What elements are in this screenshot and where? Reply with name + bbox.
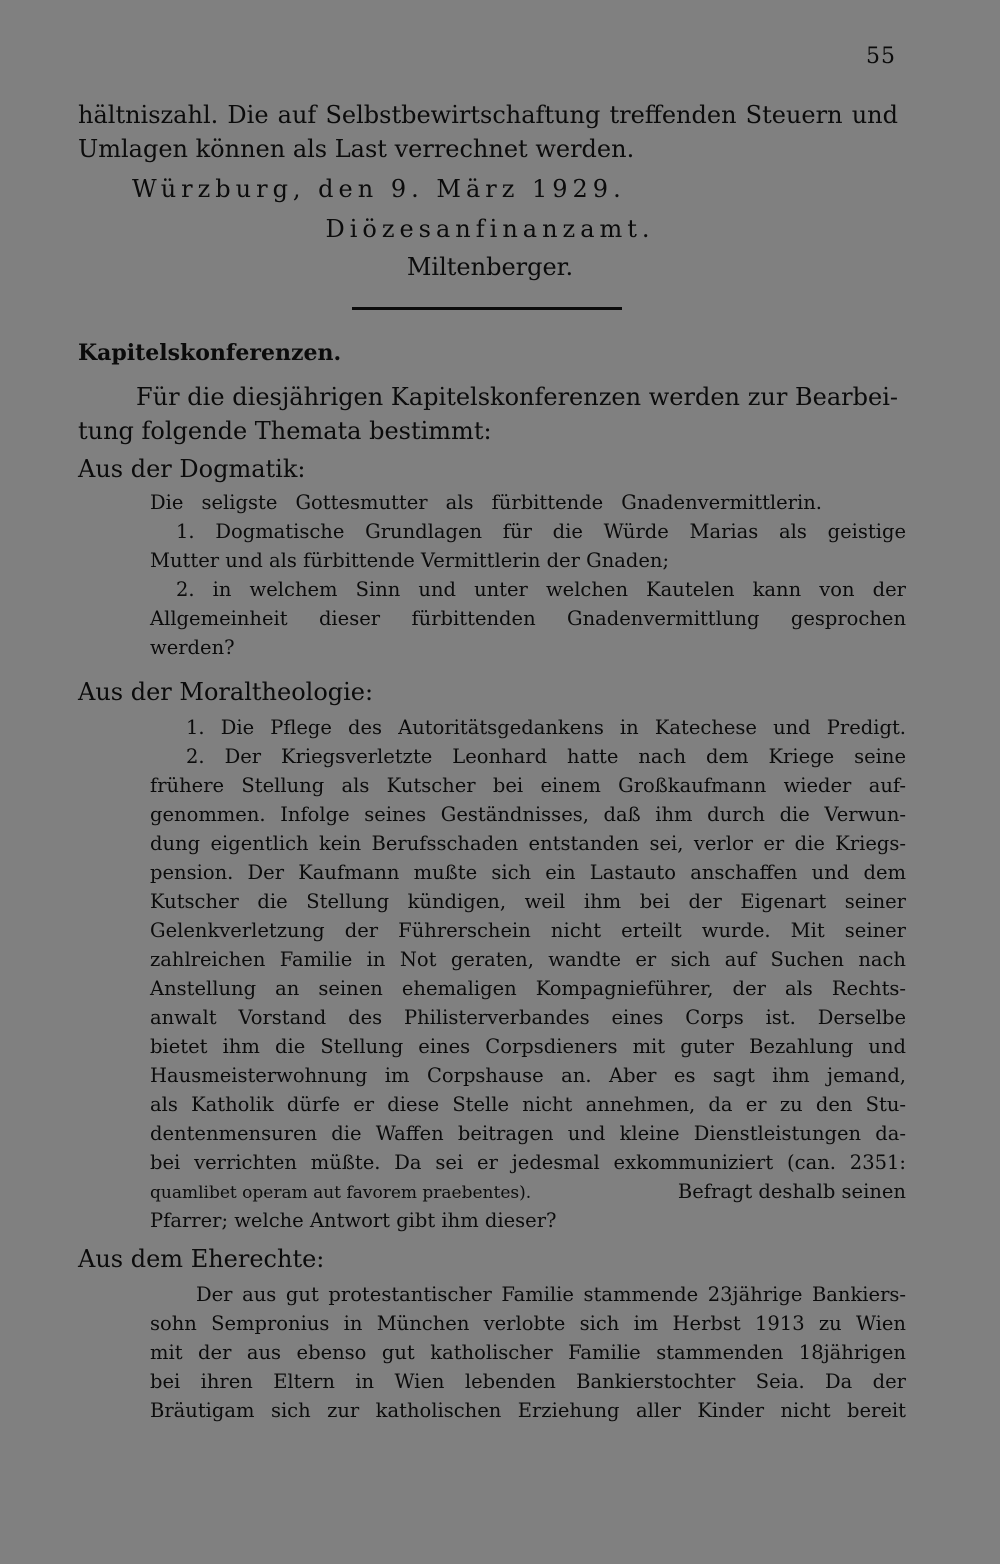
moral-line: Anstellung an seinen ehemaligen Kompagnieführer, der als Rechts- — [150, 977, 906, 1000]
eherecht-line-wrap — [150, 1367, 906, 1396]
moral-line-wrap — [150, 916, 906, 945]
moral-line-wrap — [150, 1206, 906, 1235]
moral-line: genommen. Infolge seines Geständnisses, daß ihm durch die Verwun- — [150, 803, 906, 826]
moral-line: frühere Stellung als Kutscher bei einem Großkaufmann wieder auf- — [150, 774, 906, 797]
moral-line: als Katholik dürfe er diese Stelle nicht annehmen, da er zu den Stu- — [150, 1093, 906, 1116]
section-title: Kapitelskonferenzen. — [78, 340, 342, 366]
section-intro-line-2: tung folgende Themata bestimmt: — [78, 417, 492, 445]
moral-line-wrap — [150, 800, 906, 829]
moral-q2-wrap — [186, 742, 906, 771]
eherecht-line: Der aus gut protestantischer Familie stammende 23jährige Bankiers- — [196, 1283, 906, 1306]
moral-line: Hausmeisterwohnung im Corpshause an. Aber es sagt ihm jemand, — [150, 1064, 906, 1087]
moral-line: bietet ihm die Stellung eines Corpsdieners mit guter Bezahlung und — [150, 1035, 906, 1058]
eherecht-line: bei ihren Eltern in Wien lebenden Bankierstochter Seia. Da der — [150, 1370, 906, 1393]
moral-q1-wrap — [186, 713, 906, 742]
dogmatik-q2-cont-wrap — [150, 604, 906, 633]
moral-line: Kutscher die Stellung kündigen, weil ihm bei der Eigenart seiner — [150, 890, 906, 913]
dogmatik-q2-end-wrap — [150, 633, 906, 662]
intro-paragraph — [78, 98, 898, 166]
moral-line-wrap — [150, 858, 906, 887]
citation-text: quamlibet operam aut favorem praebentes). — [150, 1183, 532, 1203]
page-number: 55 — [866, 44, 896, 69]
dogmatik-line: 1. Dogmatische Grundlagen für die Würde Marias als geistige — [176, 520, 906, 543]
dogmatik-q1-wrap — [176, 517, 906, 546]
moral-citation-line — [150, 1177, 906, 1208]
intro-line-1: hältniszahl. Die auf Selbstbewirtschaftung treffenden Steuern und — [78, 101, 898, 129]
moral-line: bei verrichten müßte. Da sei er jedesmal exkommuniziert (can. 2351: — [150, 1151, 906, 1174]
eherecht-line: sohn Sempronius in München verlobte sich im Herbst 1913 zu Wien — [150, 1312, 906, 1335]
moral-line: dung eigentlich kein Berufsschaden entstanden sei, verlor er die Kriegs- — [150, 832, 906, 855]
moral-line: anwalt Vorstand des Philisterverbandes eines Corps ist. Derselbe — [150, 1006, 906, 1029]
dogmatik-topic: Die seligste Gottesmutter als fürbittende Gnadenvermittlerin. — [150, 491, 822, 514]
section-divider — [352, 307, 622, 310]
moral-line: 2. Der Kriegsverletzte Leonhard hatte nach dem Kriege seine — [186, 745, 906, 768]
moral-line: Gelenkverletzung der Führerschein nicht erteilt wurde. Mit seiner — [150, 919, 906, 942]
moral-line-wrap — [150, 1032, 906, 1061]
moral-line-wrap — [150, 945, 906, 974]
eherecht-line-wrap — [150, 1309, 906, 1338]
eherecht-label: Aus dem Eherechte: — [78, 1245, 325, 1273]
place-date: Würzburg, den 9. März 1929. — [132, 175, 626, 203]
moral-line-wrap — [150, 1148, 906, 1177]
dogmatik-line: 2. in welchem Sinn und unter welchen Kautelen kann von der — [176, 578, 906, 601]
eherecht-line-wrap — [196, 1280, 906, 1309]
moral-line-wrap — [150, 1061, 906, 1090]
moral-line-wrap — [150, 1119, 906, 1148]
dogmatik-q1-cont-wrap — [150, 546, 906, 575]
eherecht-line: mit der aus ebenso gut katholischer Familie stammenden 18jährigen — [150, 1341, 906, 1364]
dogmatik-label: Aus der Dogmatik: — [78, 455, 306, 483]
intro-line-2: Umlagen können als Last verrechnet werden. — [78, 135, 635, 163]
moral-line: zahlreichen Familie in Not geraten, wandte er sich auf Suchen nach — [150, 948, 906, 971]
dogmatik-q2-wrap — [176, 575, 906, 604]
moral-line-wrap — [150, 829, 906, 858]
signature: Miltenberger. — [406, 253, 574, 281]
moral-line-wrap — [150, 1090, 906, 1119]
moral-line-wrap — [150, 1003, 906, 1032]
section-intro-line-1-wrap — [136, 380, 898, 414]
dogmatik-topic-wrap — [150, 488, 822, 517]
eherecht-line-wrap — [150, 1338, 906, 1367]
dogmatik-line: Mutter und als fürbittende Vermittlerin der Gnaden; — [150, 549, 670, 572]
eherecht-line: Bräutigam sich zur katholischen Erziehung aller Kinder nicht bereit — [150, 1399, 906, 1422]
moral-line-wrap — [150, 887, 906, 916]
moral-line: 1. Die Pflege des Autoritätsgedankens in Katechese und Predigt. — [186, 716, 906, 739]
moral-line: Pfarrer; welche Antwort gibt ihm dieser? — [150, 1209, 557, 1232]
moral-line-wrap — [150, 771, 906, 800]
moral-label: Aus der Moraltheologie: — [78, 678, 374, 706]
eherecht-line-wrap — [150, 1396, 906, 1425]
office-name: Diözesanfinanzamt. — [325, 215, 655, 243]
moral-line: Befragt deshalb seinen — [677, 1180, 906, 1203]
dogmatik-line: werden? — [150, 636, 235, 659]
moral-line: dentenmensuren die Waffen beitragen und kleine Dienstleistungen da- — [150, 1122, 906, 1145]
section-intro-line-2-wrap — [78, 414, 898, 448]
dogmatik-line: Allgemeinheit dieser fürbittenden Gnadenvermittlung gesprochen — [150, 607, 906, 630]
section-intro-line-1: Für die diesjährigen Kapitelskonferenzen werden zur Bearbei- — [136, 383, 898, 411]
moral-line-wrap — [150, 974, 906, 1003]
moral-line: pension. Der Kaufmann mußte sich ein Lastauto anschaffen und dem — [150, 861, 906, 884]
